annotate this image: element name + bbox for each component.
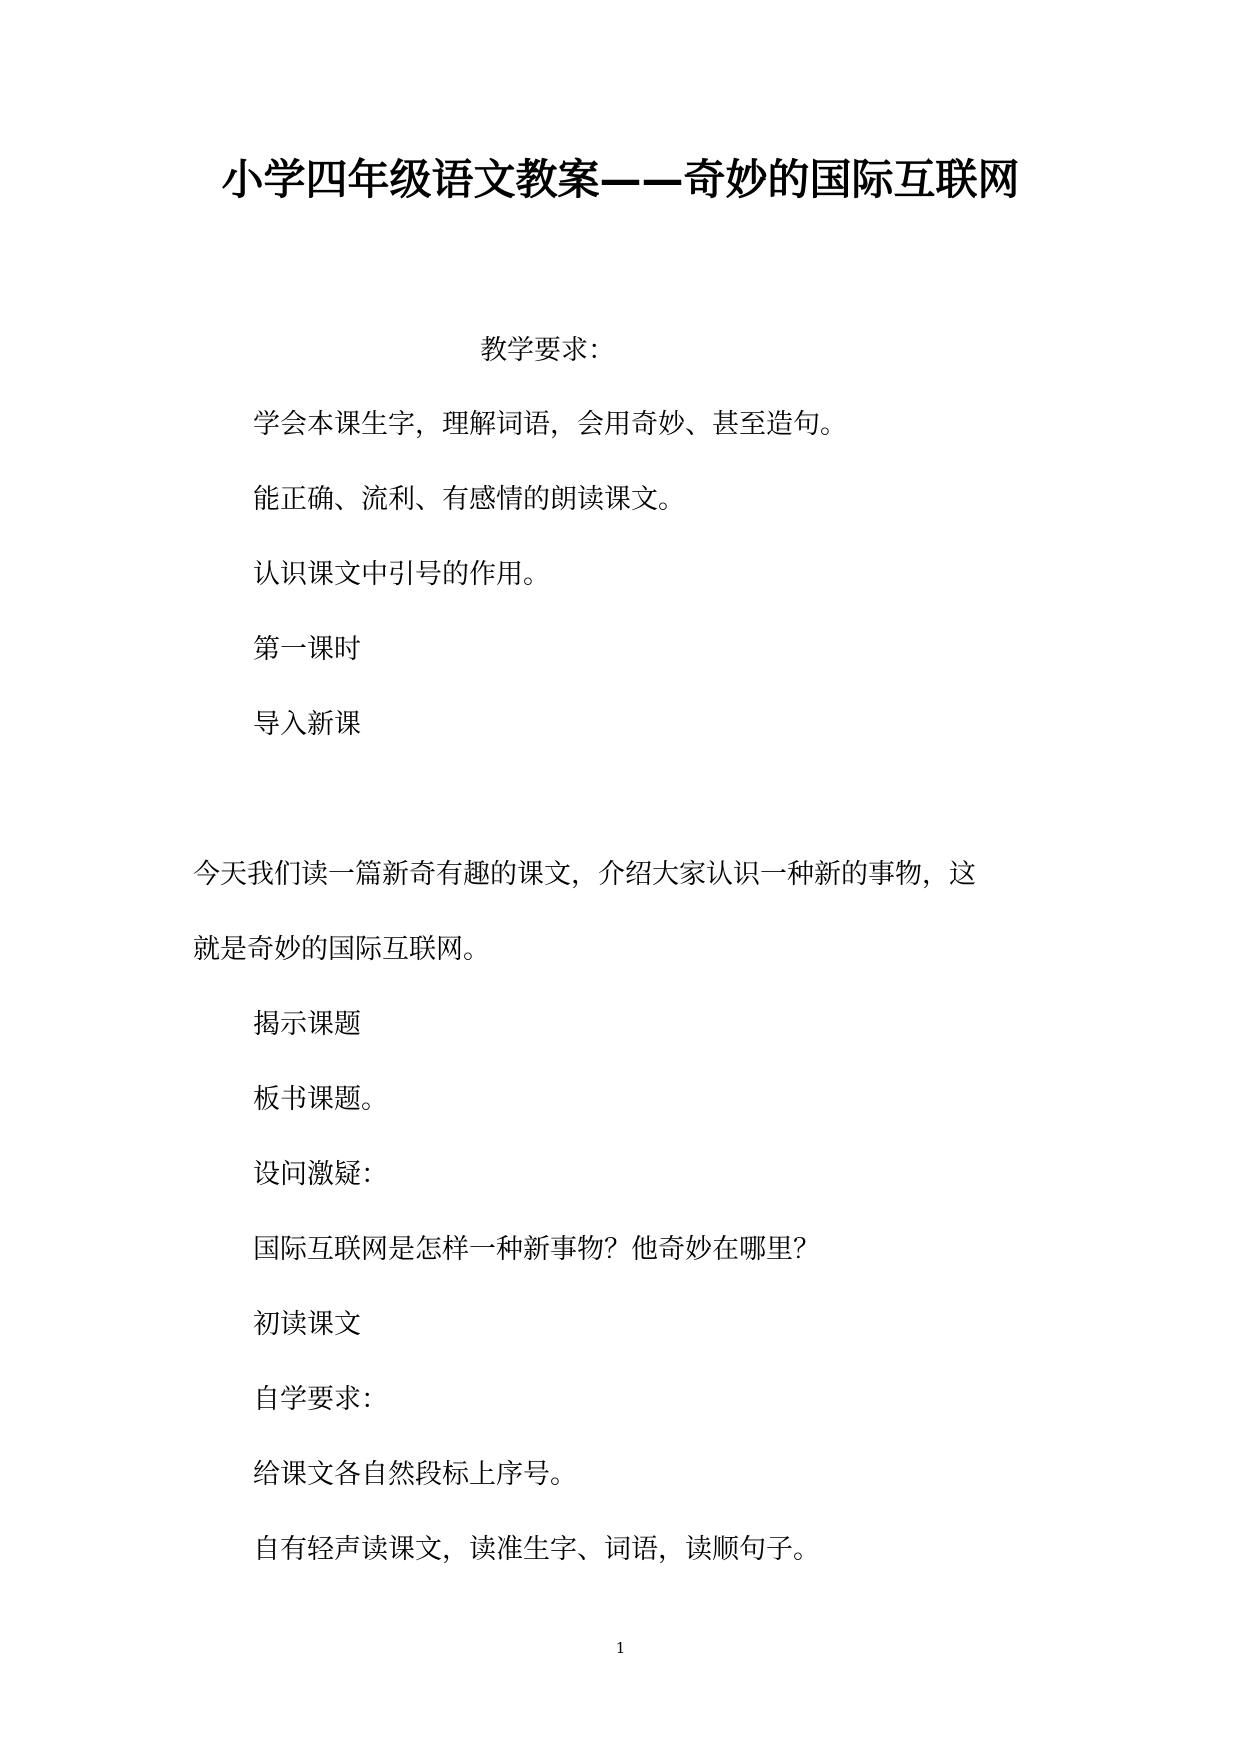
goal-item: 认识课文中引号的作用。 (253, 559, 550, 590)
body-line: 自学要求： (253, 1384, 388, 1415)
list-item: 自有轻声读课文，读准生字、词语，读顺句子。 (253, 1534, 820, 1565)
paragraph-line: 今天我们读一篇新奇有趣的课文，介绍大家认识一种新的事物，这 (193, 859, 976, 890)
body-line: 国际互联网是怎样一种新事物？他奇妙在哪里？ (253, 1234, 820, 1265)
goal-item: 能正确、流利、有感情的朗读课文。 (253, 484, 685, 515)
step-heading: 揭示课题 (253, 1009, 361, 1040)
paragraph-line: 就是奇妙的国际互联网。 (193, 934, 490, 965)
body-line: 板书课题。 (253, 1084, 388, 1115)
body-line: 设问激疑： (253, 1159, 388, 1190)
step-heading: 导入新课 (253, 709, 361, 740)
lesson-heading: 第一课时 (253, 634, 361, 665)
page-number: 1 (615, 1639, 626, 1657)
section-heading: 教学要求： (480, 335, 615, 366)
step-heading: 初读课文 (253, 1309, 361, 1340)
goal-item: 学会本课生字，理解词语，会用奇妙、甚至造句。 (253, 409, 847, 440)
document-title: 小学四年级语文教案——奇妙的国际互联网 (221, 155, 1020, 204)
list-item: 给课文各自然段标上序号。 (253, 1459, 577, 1490)
